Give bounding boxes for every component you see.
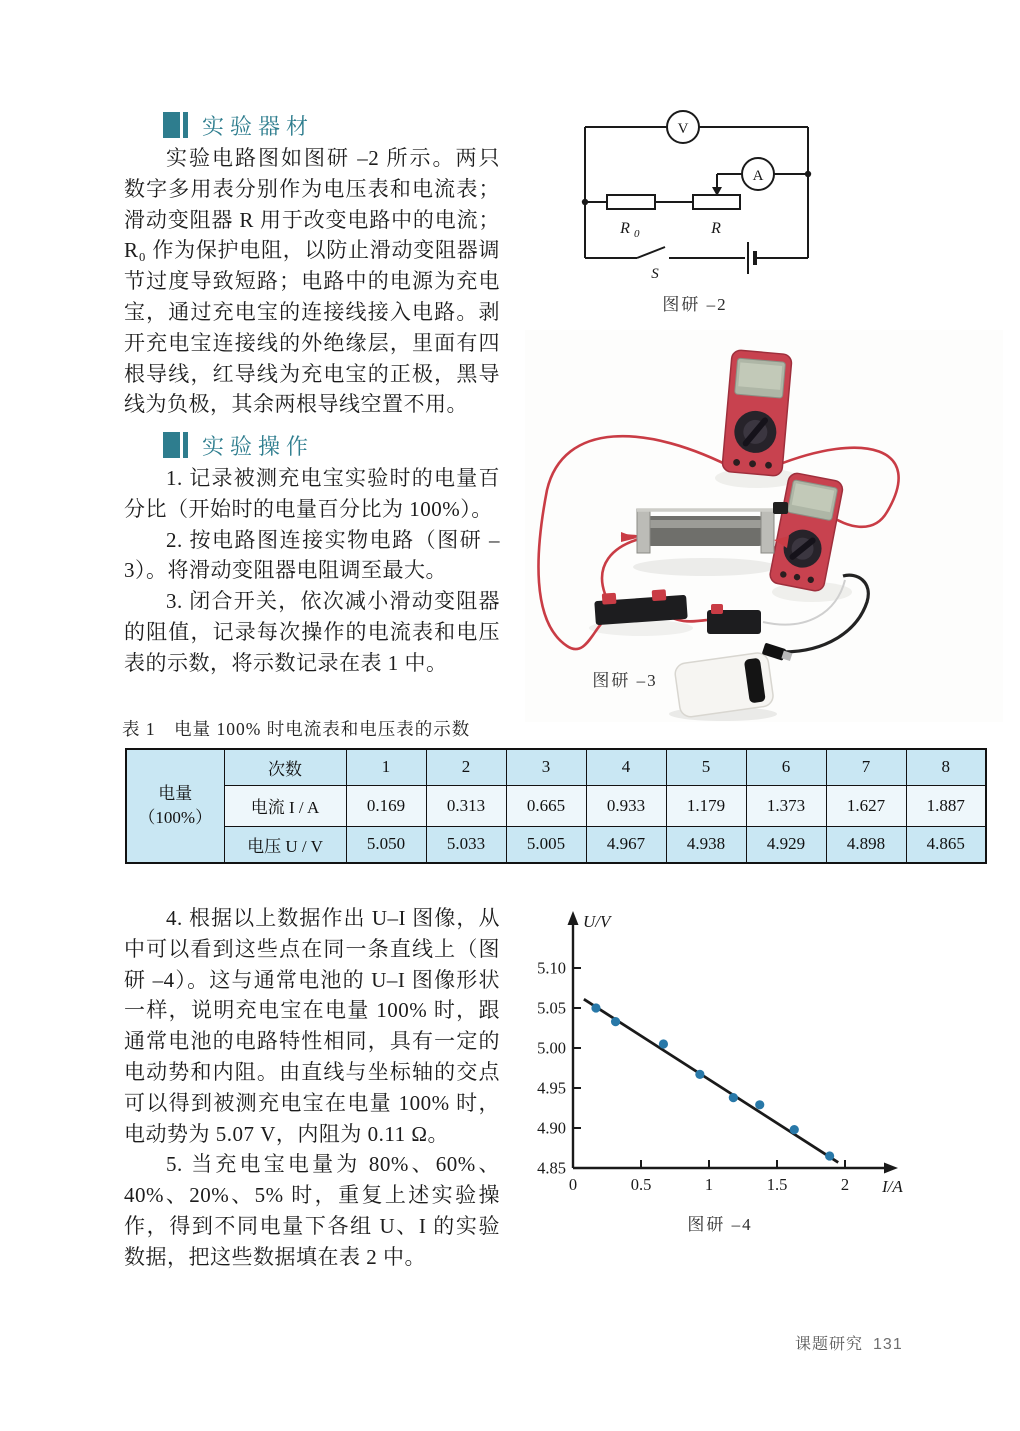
ammeter-label: A — [752, 168, 764, 184]
trial-cell: 7 — [826, 749, 906, 785]
figure4-caption: 图研 –4 — [687, 1215, 753, 1234]
x-axis-label: I/A — [882, 1177, 903, 1196]
corner-cell: 电量 （100%） — [126, 749, 224, 863]
rheostat — [621, 502, 789, 553]
y-axis-label: U/V — [583, 912, 611, 931]
trial-cell: 4 — [586, 749, 666, 785]
step-2: 2. 按电路图连接实物电路（图研 –3）。将滑动变阻器电阻调至最大。 — [124, 527, 500, 583]
section-bar-icon — [183, 432, 188, 458]
trial-cell: 6 — [746, 749, 826, 785]
voltage-cell: 4.938 — [666, 826, 746, 863]
voltage-cell: 5.050 — [346, 826, 426, 863]
table-row-header — [126, 749, 986, 785]
footer-section: 课题研究 — [795, 1336, 864, 1353]
voltage-cell: 4.865 — [906, 826, 986, 863]
current-cell: 0.169 — [346, 785, 426, 826]
current-cell: 0.665 — [506, 785, 586, 826]
section-title: 实验操作 — [202, 433, 315, 459]
step-3: 3. 闭合开关，依次减小滑动变阻器的阻值，记录每次操作的电流表和电压表的示数，将示数记录在表 1 中。 — [124, 589, 500, 675]
r0-subscript: 0 — [634, 228, 640, 240]
section-bar-icon — [183, 112, 188, 138]
experiment-photo-figure — [525, 330, 1003, 722]
voltage-cell: 4.967 — [586, 826, 666, 863]
step-5: 5. 当充电宝电量为 80%、60%、40%、20%、5% 时，重复上述实验操作，得到不同电量下各组 U、I 的实验数据，把这些数据填在表 2 中。 — [124, 1152, 500, 1269]
step-4: 4. 根据以上数据作出 U–I 图像，从中可以看到这些点在同一条直线上（图研 –4）。这与通常电池的 U–I 图像形状一样，说明充电宝在电量 100% 时，跟通常电池的电路特性相同，具有一定的电动势和内阻。由直线与坐标轴的交点可以得到被测充电宝在电量 100% 时，电动势为 5.07 V，内阻为 0.11 Ω。 — [124, 906, 500, 1146]
circuit-diagram-figure — [565, 103, 825, 315]
x-axis-arrow-icon — [884, 1163, 898, 1174]
svg-text:4.95: 4.95 — [537, 1078, 566, 1098]
svg-text:5.05: 5.05 — [537, 998, 566, 1018]
table1 — [125, 748, 987, 864]
voltage-cell: 5.033 — [426, 826, 506, 863]
trial-cell: 5 — [666, 749, 746, 785]
y-axis-arrow-icon — [568, 911, 579, 925]
current-cell: 0.933 — [586, 785, 666, 826]
r0-label: R — [620, 220, 630, 237]
section-square-icon — [163, 112, 180, 138]
current-cell: 1.373 — [746, 785, 826, 826]
figure3-caption: 图研 –3 — [592, 671, 658, 690]
header-label-cell: 次数 — [224, 749, 346, 785]
circuit-diagram — [565, 103, 825, 285]
switch-label: S — [651, 266, 659, 282]
trial-cell: 3 — [506, 749, 586, 785]
page-footer — [795, 1331, 903, 1354]
svg-text:0: 0 — [568, 1175, 578, 1194]
page-number: 131 — [873, 1336, 903, 1353]
trial-cell: 2 — [426, 749, 506, 785]
axis-ticks — [537, 959, 849, 1195]
svg-text:1.5: 1.5 — [766, 1175, 788, 1194]
svg-text:4.85: 4.85 — [537, 1158, 566, 1178]
ui-chart-figure — [530, 903, 940, 1235]
voltage-label-cell: 电压 U / V — [224, 826, 346, 863]
operation-steps — [124, 463, 500, 679]
junction-dot — [582, 199, 588, 205]
ui-chart — [530, 903, 940, 1199]
junction-dot — [805, 171, 811, 177]
svg-text:5.00: 5.00 — [537, 1038, 566, 1058]
table-row-voltage — [126, 826, 986, 863]
current-label-cell: 电流 I / A — [224, 785, 346, 826]
r-label: R — [711, 220, 721, 237]
table1-title: 表 1 电量 100% 时电流表和电压表的示数 — [122, 719, 471, 739]
voltmeter-label: V — [677, 121, 689, 137]
trial-cell: 8 — [906, 749, 986, 785]
svg-text:0.5: 0.5 — [630, 1175, 652, 1194]
section-title: 实验器材 — [202, 113, 315, 139]
svg-text:2: 2 — [840, 1175, 850, 1194]
voltage-cell: 4.898 — [826, 826, 906, 863]
current-cell: 1.179 — [666, 785, 746, 826]
section-header-operation — [163, 430, 314, 460]
equipment-paragraph — [124, 143, 500, 420]
svg-text:5.10: 5.10 — [537, 958, 566, 978]
current-cell: 1.627 — [826, 785, 906, 826]
current-cell: 0.313 — [426, 785, 506, 826]
analysis-steps — [124, 903, 500, 1273]
figure2-caption: 图研 –2 — [662, 295, 728, 314]
voltmeter-multimeter — [722, 350, 792, 477]
section-header-equipment — [163, 110, 314, 140]
svg-text:4.90: 4.90 — [537, 1118, 566, 1138]
trial-cell: 1 — [346, 749, 426, 785]
current-cell: 1.887 — [906, 785, 986, 826]
voltage-cell: 4.929 — [746, 826, 826, 863]
fit-line — [584, 999, 838, 1162]
section-square-icon — [163, 432, 180, 458]
step-1: 1. 记录被测充电宝实验时的电量百分比（开始时的电量百分比为 100%）。 — [124, 466, 500, 521]
experiment-photo — [525, 330, 1003, 722]
svg-text:1: 1 — [704, 1175, 714, 1194]
voltage-cell: 5.005 — [506, 826, 586, 863]
table-row-current — [126, 785, 986, 826]
paragraph-text: 实验电路图如图研 –2 所示。两只数字多用表分别作为电压表和电流表；滑动变阻器 R 用于改变电路中的电流；R₀ 作为保护电阻，以防止滑动变阻器调节过度导致短路；电路中的电源为充电宝，通过充电宝的连接线接入电路。剥开充电宝连接线的外绝缘层，里面有四根导线，红导线为充电宝的正极，黑导线为负极，其余两根导线空置不用。 — [124, 146, 500, 417]
